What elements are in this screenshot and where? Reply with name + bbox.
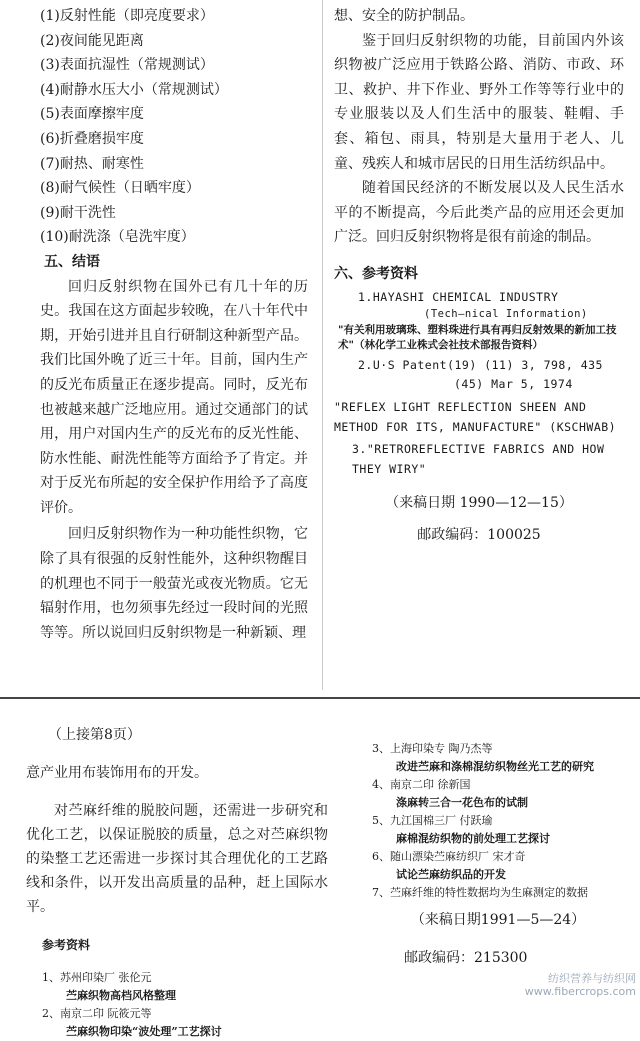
- test-item: (5)表面摩擦牢度: [40, 106, 144, 123]
- outlook-paragraph: 随着国民经济的不断发展以及人民生活水平的不断提高，今后此类产品的应用还会更加广泛。回归反射织物将是很有前途的制品。: [334, 180, 624, 246]
- reference-title: 麻棉混纺织物的前处理工艺探讨: [396, 832, 550, 845]
- reference-1-note: "有关利用玻璃珠、塑料珠进行具有再归反射效果的新加工技术"（林化学工业株式会社技术部报告资料）: [338, 323, 617, 351]
- reference-org: 7、苎麻纤维的特性数据均为生麻测定的数据: [372, 886, 588, 899]
- section-divider: [0, 697, 640, 699]
- site-watermark: [525, 972, 636, 998]
- column-rule: [322, 0, 323, 690]
- test-item: (4)耐静水压大小（常规测试）: [40, 81, 228, 98]
- conclusion-paragraph: 回归反射织物在国外已有几十年的历史。我国在这方面起步较晚，在八十年代中期，开始引进并且自行研制这种新型产品。我们比国外晚了近三十年。目前，国内生产的反光布质量正在逐步提高。同时，反光布也被越来越广泛地应用。通过交通部门的试用，用户对国内生产的反光布的反光性能、防水性能、耐洗性能等方面给予了肯定。并对于反光布所起的安全保护作用给予了高度评价。: [40, 278, 308, 516]
- top-left-column: [40, 4, 308, 645]
- test-item: (6)折叠磨损牢度: [40, 130, 144, 147]
- test-item: (3)表面抗湿性（常规测试）: [40, 57, 214, 74]
- bottom-left-references: [38, 969, 328, 1041]
- reference-org: 3、上海印染专 陶乃杰等: [372, 742, 493, 755]
- reference-title: 改进苎麻和涤棉混纺织物丝光工艺的研究: [396, 760, 594, 773]
- bottom-right-references: [368, 740, 628, 902]
- test-item: (10)耐洗涤（皂洗牢度）: [40, 229, 195, 246]
- postal-code: 邮政编码：100025: [417, 527, 541, 544]
- section-6-heading: 六、参考资料: [334, 265, 418, 282]
- reference-1-subtitle: (Tech—nical Information): [424, 307, 588, 320]
- reference-1-title: 1.HAYASHI CHEMICAL INDUSTRY: [358, 289, 559, 304]
- test-items-list: [40, 4, 308, 250]
- top-right-column: [334, 4, 624, 548]
- reference-org: 4、南京二印 徐新国: [372, 778, 471, 791]
- reference-list: [334, 289, 624, 479]
- continued-line: 意产业用布装饰用布的开发。: [26, 765, 208, 781]
- reference-title: 苎麻织物高档风格整理: [66, 989, 176, 1002]
- reference-title: 涤麻转三合一花色布的试制: [396, 796, 528, 809]
- received-date: （来稿日期 1990—12—15）: [385, 494, 573, 511]
- watermark-url: www.fibercrops.com: [524, 985, 636, 998]
- bottom-right-column: [368, 740, 628, 984]
- reference-org: 6、随山漂染苎麻纺织厂 宋才奇: [372, 850, 526, 863]
- watermark-name: 纺织营养与纺织网: [548, 972, 636, 985]
- section-5-heading: 五、结语: [44, 253, 100, 270]
- reference-org: 2、南京二印 阮筱元等: [42, 1007, 152, 1020]
- continued-note: （上接第8页）: [48, 727, 141, 743]
- reference-org: 1、苏州印染厂 张伦元: [42, 971, 152, 984]
- reference-title: 苎麻织物印染“波处理”工艺探讨: [66, 1025, 222, 1038]
- test-item: (2)夜间能见距离: [40, 32, 144, 49]
- references-heading: 参考资料: [42, 938, 91, 952]
- postal-code-2: 邮政编码：215300: [404, 950, 528, 966]
- reference-2-note: "REFLEX LIGHT REFLECTION SHEEN AND METHOD FOR ITS, MANUFACTURE" (KSCHWAB): [334, 399, 617, 434]
- application-paragraph: 鉴于回归反射织物的功能，目前国内外该织物被广泛应用于铁路公路、消防、市政、环卫、救护、井下作业、野外工作等等行业中的专业服装以及人们生活中的服装、鞋帽、手套、箱包、雨具，特别是大量用于老人、儿童、残疾人和城市居民的日用生活纺织品中。: [334, 32, 624, 172]
- test-item: (8)耐气候性（日晒牢度）: [40, 180, 200, 197]
- reference-title: 试论苎麻纺织品的开发: [396, 868, 506, 881]
- test-item: (1)反射性能（即亮度要求）: [40, 8, 214, 24]
- reference-3: 3."RETROREFLECTIVE FABRICS AND HOW THEY WIRY": [352, 441, 605, 476]
- reference-2-title: 2.U·S Patent(19) (11) 3, 798, 435: [358, 357, 603, 372]
- received-date-2: （来稿日期1991—5—24）: [410, 912, 586, 928]
- test-item: (7)耐热、耐寒性: [40, 155, 144, 172]
- bottom-left-column: [26, 709, 328, 1041]
- test-item: (9)耐干洗性: [40, 204, 116, 221]
- function-paragraph: 回归反射织物作为一种功能性织物，它除了具有很强的反射性能外，这种织物醒目的机理也不同于一般萤光或夜光物质。它无辐射作用，也勿须事先经过一段时间的光照等等。所以说回归反射织物是一种新颖、理: [40, 526, 308, 641]
- reference-org: 5、九江国棉三厂 付跃瑜: [372, 814, 493, 827]
- reference-2-date: (45) Mar 5, 1974: [454, 376, 573, 391]
- paragraph-continuation: 想、安全的防护制品。: [334, 8, 474, 24]
- ramie-paragraph: 对苎麻纤维的脱胶问题，还需进一步研究和优化工艺，以保证脱胶的质量，总之对苎麻织物的染整工艺还需进一步探讨其合理优化的工艺路线和条件，以开发出高质量的品种，赶上国际水平。: [26, 803, 328, 915]
